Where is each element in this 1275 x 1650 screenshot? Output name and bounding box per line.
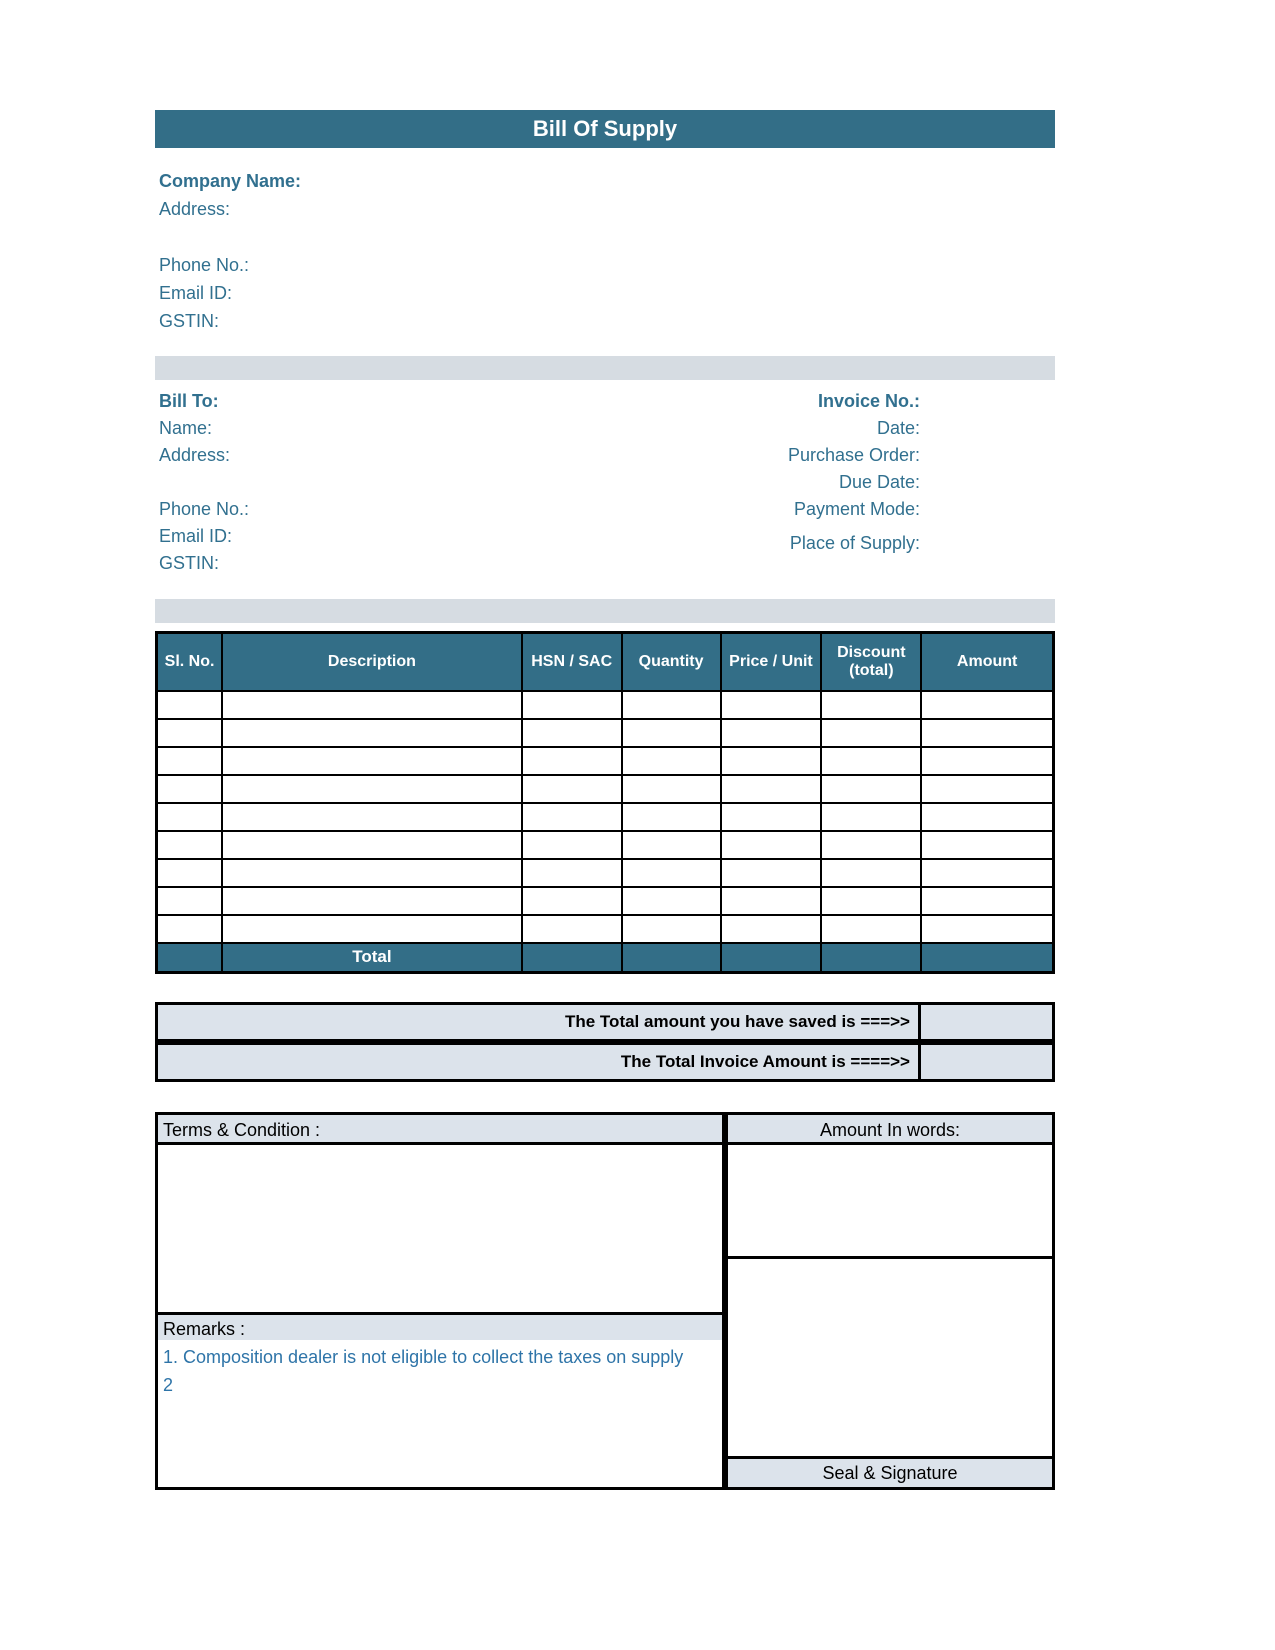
items-table-empty-cell[interactable] — [821, 691, 921, 719]
amount-saved-value[interactable] — [918, 1005, 1052, 1039]
items-table-empty-cell[interactable] — [721, 747, 822, 775]
items-table-empty-cell[interactable] — [222, 887, 522, 915]
due-date-label: Due Date: — [838, 472, 920, 492]
items-table-empty-cell[interactable] — [157, 803, 223, 831]
items-table-empty-row — [157, 803, 1054, 831]
items-table-empty-cell[interactable] — [622, 915, 721, 943]
items-table-empty-cell[interactable] — [622, 803, 721, 831]
items-table-empty-cell[interactable] — [222, 859, 522, 887]
items-table-empty-cell[interactable] — [522, 775, 622, 803]
column-header-description: Description — [222, 633, 522, 691]
items-table-empty-cell[interactable] — [921, 915, 1053, 943]
items-table-empty-cell[interactable] — [157, 915, 223, 943]
total-row-cell[interactable] — [921, 943, 1053, 973]
items-table-empty-cell[interactable] — [222, 915, 522, 943]
total-row-cell — [157, 943, 223, 973]
items-table-empty-cell[interactable] — [222, 691, 522, 719]
items-table-empty-cell[interactable] — [157, 719, 223, 747]
items-table-empty-cell[interactable] — [721, 831, 822, 859]
items-table-empty-cell[interactable] — [622, 859, 721, 887]
amount-in-words-heading: Amount In words: — [728, 1115, 1052, 1145]
amount-words-seal-panel — [725, 1112, 1055, 1490]
bill-to-spacer-line — [159, 469, 249, 496]
items-table-empty-cell[interactable] — [522, 831, 622, 859]
divider-band-top — [155, 356, 1055, 380]
items-table-empty-cell[interactable] — [921, 859, 1053, 887]
items-table-empty-cell[interactable] — [522, 691, 622, 719]
items-table-empty-cell[interactable] — [157, 775, 223, 803]
total-row-cell[interactable] — [721, 943, 822, 973]
items-table-empty-cell[interactable] — [622, 719, 721, 747]
amount-saved-label: The Total amount you have saved is ===>> — [564, 1012, 910, 1031]
billing-details-section — [159, 388, 920, 577]
seal-signature-area[interactable] — [728, 1259, 1052, 1487]
items-table-empty-cell[interactable] — [622, 887, 721, 915]
column-header-amount: Amount — [921, 633, 1053, 691]
items-table-empty-row — [157, 915, 1054, 943]
seal-signature-label: Seal & Signature — [728, 1456, 1052, 1487]
items-table-empty-cell[interactable] — [522, 719, 622, 747]
total-row-cell[interactable] — [622, 943, 721, 973]
items-table-empty-cell[interactable] — [522, 747, 622, 775]
remark-line-2: 2 — [163, 1375, 174, 1395]
items-table — [155, 631, 1055, 974]
items-table-empty-cell[interactable] — [821, 831, 921, 859]
invoice-date-label: Date: — [876, 418, 920, 438]
items-table-empty-cell[interactable] — [157, 887, 223, 915]
items-table-empty-cell[interactable] — [721, 915, 822, 943]
company-section — [159, 167, 301, 335]
items-table-empty-cell[interactable] — [821, 747, 921, 775]
column-header-hsn-sac: HSN / SAC — [522, 633, 622, 691]
terms-and-remarks-panel — [155, 1112, 725, 1490]
items-table-empty-cell[interactable] — [222, 831, 522, 859]
divider-band-bottom — [155, 599, 1055, 623]
column-header-price-unit: Price / Unit — [721, 633, 822, 691]
items-table-empty-cell[interactable] — [222, 719, 522, 747]
total-row-cell[interactable] — [821, 943, 921, 973]
bill-to-phone-label: Phone No.: — [159, 499, 250, 519]
items-table-empty-cell[interactable] — [622, 691, 721, 719]
bill-to-block — [159, 388, 249, 577]
items-table-empty-cell[interactable] — [522, 887, 622, 915]
items-table-empty-cell[interactable] — [522, 803, 622, 831]
column-header-quantity: Quantity — [622, 633, 721, 691]
company-email-label: Email ID: — [159, 283, 233, 303]
column-header-discount: Discount (total) — [821, 633, 921, 691]
column-header-sl-no: Sl. No. — [157, 633, 223, 691]
items-table-empty-cell[interactable] — [921, 887, 1053, 915]
terms-content-area[interactable] — [158, 1145, 722, 1312]
items-table-empty-cell[interactable] — [921, 719, 1053, 747]
items-table-empty-cell[interactable] — [721, 775, 822, 803]
remarks-heading: Remarks : — [158, 1312, 722, 1340]
amount-in-words-area[interactable] — [728, 1145, 1052, 1259]
invoice-total-value[interactable] — [918, 1045, 1052, 1079]
items-table-empty-cell[interactable] — [821, 803, 921, 831]
items-table-empty-cell[interactable] — [721, 691, 822, 719]
items-table-empty-cell[interactable] — [622, 747, 721, 775]
items-table-empty-cell[interactable] — [522, 915, 622, 943]
items-table-empty-cell[interactable] — [821, 915, 921, 943]
items-table-empty-row — [157, 719, 1054, 747]
items-table-empty-row — [157, 775, 1054, 803]
document-title-bar — [155, 110, 1055, 148]
items-table-empty-cell[interactable] — [921, 831, 1053, 859]
items-table-empty-cell[interactable] — [821, 887, 921, 915]
items-table-empty-cell[interactable] — [721, 719, 822, 747]
items-table-empty-cell[interactable] — [821, 775, 921, 803]
company-name-label: Company Name: — [159, 171, 302, 191]
company-spacer-line — [159, 223, 301, 251]
items-table-empty-cell[interactable] — [622, 831, 721, 859]
items-table-empty-row — [157, 831, 1054, 859]
page-title: Bill Of Supply — [532, 116, 678, 141]
company-address-label: Address: — [159, 199, 231, 219]
company-gstin-label: GSTIN: — [159, 311, 220, 331]
remarks-content — [158, 1340, 722, 1487]
place-of-supply-label: Place of Supply: — [789, 533, 920, 553]
items-table-empty-cell[interactable] — [821, 719, 921, 747]
purchase-order-label: Purchase Order: — [787, 445, 920, 465]
items-table-empty-cell[interactable] — [222, 747, 522, 775]
invoice-total-row — [155, 1042, 1055, 1082]
items-table-empty-cell[interactable] — [921, 691, 1053, 719]
items-table-empty-cell[interactable] — [157, 747, 223, 775]
items-table-empty-cell[interactable] — [157, 859, 223, 887]
items-table-empty-row — [157, 747, 1054, 775]
total-row-cell[interactable] — [522, 943, 622, 973]
bill-to-heading: Bill To: — [159, 391, 219, 411]
bill-to-name-label: Name: — [159, 418, 213, 438]
items-table-empty-cell[interactable] — [222, 803, 522, 831]
invoice-meta-block — [788, 388, 920, 577]
items-table-empty-row — [157, 859, 1054, 887]
items-table-empty-cell[interactable] — [522, 859, 622, 887]
items-table-empty-cell[interactable] — [157, 691, 223, 719]
items-table-empty-row — [157, 887, 1054, 915]
items-table-empty-cell[interactable] — [721, 803, 822, 831]
items-table-empty-cell[interactable] — [921, 747, 1053, 775]
items-table-empty-cell[interactable] — [921, 803, 1053, 831]
items-table-empty-cell[interactable] — [157, 831, 223, 859]
items-table-empty-cell[interactable] — [721, 887, 822, 915]
bill-to-email-label: Email ID: — [159, 526, 233, 546]
remark-line-1: 1. Composition dealer is not eligible to collect the taxes on supply — [163, 1347, 684, 1367]
company-phone-label: Phone No.: — [159, 255, 250, 275]
items-table-empty-row — [157, 691, 1054, 719]
items-table-total-row — [157, 943, 1054, 973]
bill-to-gstin-label: GSTIN: — [159, 553, 220, 573]
total-label: Total — [222, 943, 522, 973]
terms-heading: Terms & Condition : — [158, 1115, 722, 1145]
items-table-empty-cell[interactable] — [921, 775, 1053, 803]
items-table-empty-cell[interactable] — [622, 775, 721, 803]
invoice-no-label: Invoice No.: — [817, 391, 920, 411]
amount-saved-row — [155, 1002, 1055, 1042]
items-table-empty-cell[interactable] — [821, 859, 921, 887]
items-table-empty-cell[interactable] — [222, 775, 522, 803]
bill-to-address-label: Address: — [159, 445, 231, 465]
items-table-empty-cell[interactable] — [721, 859, 822, 887]
invoice-total-label: The Total Invoice Amount is ====>> — [620, 1052, 910, 1071]
payment-mode-label: Payment Mode: — [793, 499, 920, 519]
items-table-header-row — [157, 633, 1054, 691]
